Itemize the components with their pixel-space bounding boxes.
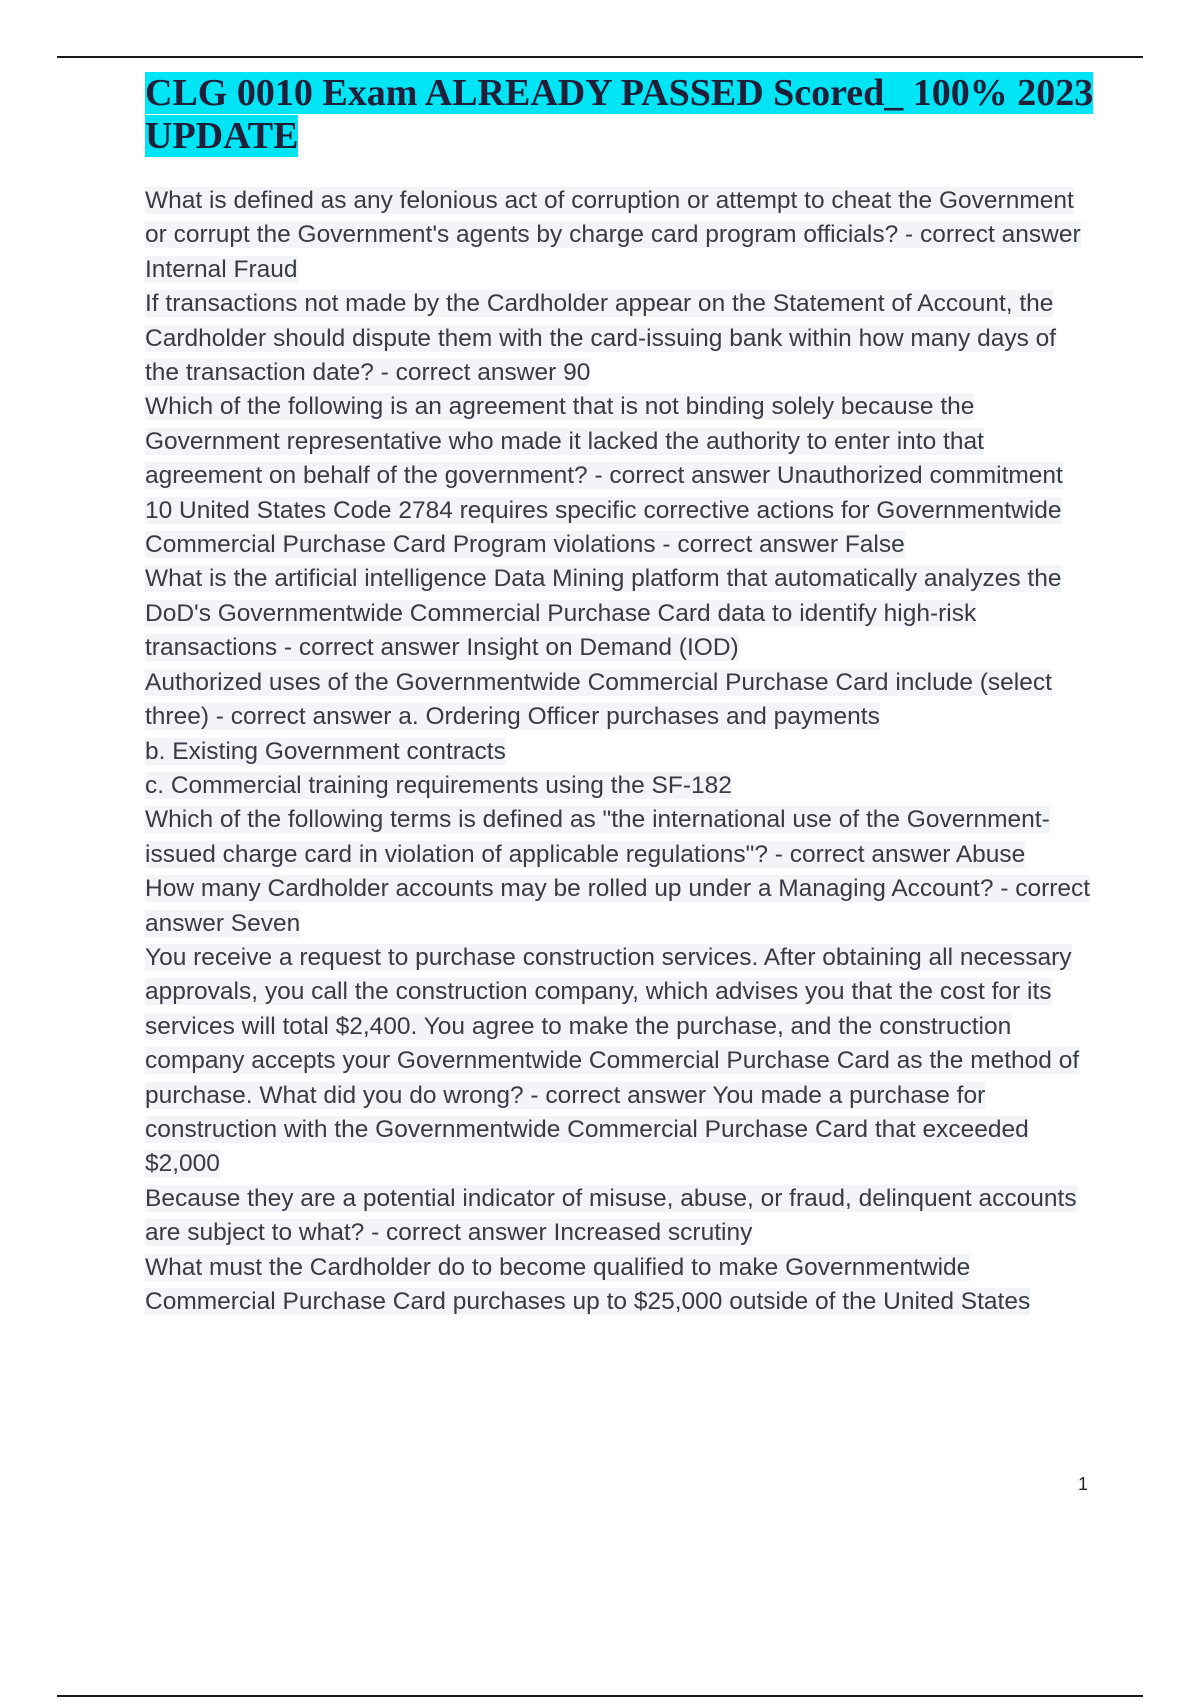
text-line: What must the Cardholder do to become qualified to make Governmentwide Commercial Purchase Card purchases up to $25,000 outside of the United States <box>145 1253 1031 1315</box>
text-line: Authorized uses of the Governmentwide Commercial Purchase Card include (select three) - correct answer a. Ordering Officer purchases and payments <box>145 668 1052 731</box>
text-line: Which of the following terms is defined as "the international use of the Government-issued charge card in violation of applicable regulations"? - correct answer Abuse <box>145 806 1050 868</box>
text-line: If transactions not made by the Cardholder appear on the Statement of Account, the Cardholder should dispute them with the card-issuing bank within how many days of the transaction date? - correct answer 90 <box>145 290 1057 387</box>
footer-rule <box>57 1695 1143 1697</box>
header-rule <box>57 56 1143 58</box>
title-text: CLG 0010 Exam ALREADY PASSED Scored_ 100% 2023 UPDATE <box>145 72 1094 157</box>
document-body <box>145 184 1091 1319</box>
page-number: 1 <box>1077 1474 1088 1494</box>
text-line: c. Commercial training requirements using the SF-182 <box>145 771 732 799</box>
text-line: Which of the following is an agreement that is not binding solely because the Government representative who made it lacked the authority to enter into that agreement on behalf of the government? - correct answer Unauthorized commitment <box>145 393 1063 490</box>
text-line: b. Existing Government contracts <box>145 737 506 765</box>
text-line: You receive a request to purchase construction services. After obtaining all necessary approvals, you call the construction company, which advises you that the cost for its services will total $2,400. You agree to make the purchase, and the construction company accepts your Governmentwide Commercial Purchase Card as the method of purchase. What did you do wrong? - correct answer You made a purchase for construction with the Governmentwide Commercial Purchase Card that exceeded $2,000 <box>145 943 1080 1178</box>
document-title <box>145 72 1105 158</box>
text-line: What is the artificial intelligence Data Mining platform that automatically analyzes the DoD's Governmentwide Commercial Purchase Card data to identify high-risk transactions - correct answer Insight on Demand (IOD) <box>145 565 1062 662</box>
text-line: 10 United States Code 2784 requires specific corrective actions for Governmentwide Commercial Purchase Card Program violations - correct answer False <box>145 496 1062 559</box>
text-line: How many Cardholder accounts may be rolled up under a Managing Account? - correct answer Seven <box>145 875 1091 937</box>
text-line: Because they are a potential indicator of misuse, abuse, or fraud, delinquent accounts are subject to what? - correct answer Increased scrutiny <box>145 1184 1077 1247</box>
text-line: What is defined as any felonious act of corruption or attempt to cheat the Government or corrupt the Government's agents by charge card program officials? - correct answer Internal Fraud <box>145 187 1081 283</box>
